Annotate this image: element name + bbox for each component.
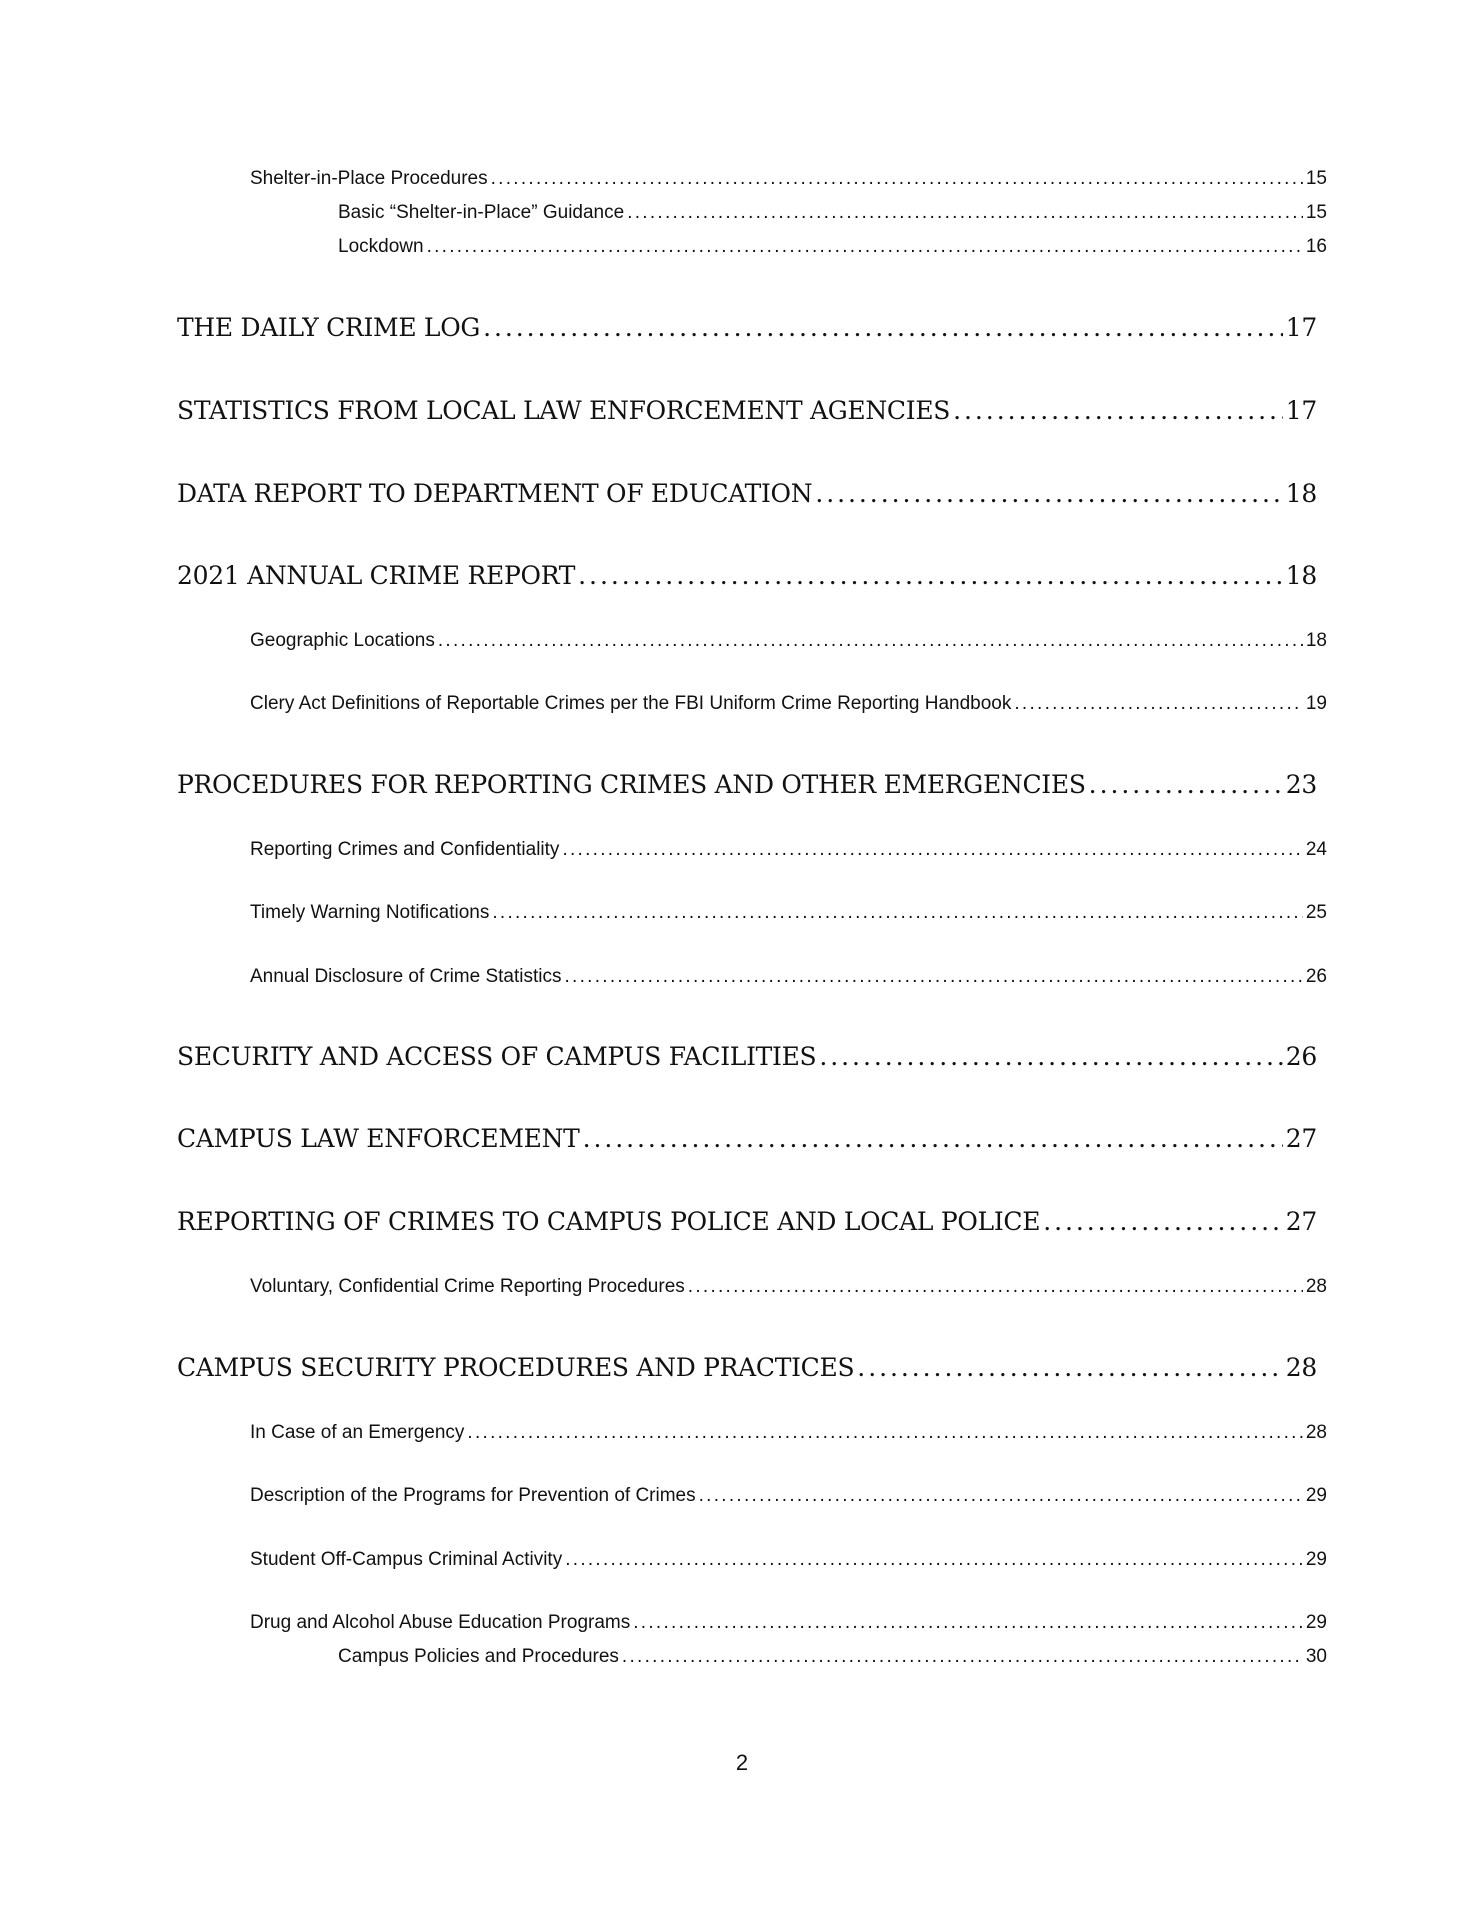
toc-entry-page: 18 — [1285, 561, 1317, 590]
toc-entry-title: SECURITY AND ACCESS OF CAMPUS FACILITIES — [177, 1042, 817, 1071]
toc-entry-title: REPORTING OF CRIMES TO CAMPUS POLICE AND LOCAL POLICE — [177, 1207, 1041, 1236]
dot-leader — [1089, 770, 1283, 799]
toc-entry-title: Basic “Shelter-in-Place” Guidance — [338, 202, 625, 223]
toc-entry-page: 26 — [1285, 1042, 1317, 1071]
toc-entry-procedures-reporting-crimes[interactable] — [177, 770, 1317, 799]
toc-entry-title: Voluntary, Confidential Crime Reporting Procedures — [250, 1276, 685, 1297]
toc-entry-title: Lockdown — [338, 236, 424, 257]
toc-entry-daily-crime-log[interactable] — [177, 313, 1317, 342]
dot-leader — [438, 630, 1303, 652]
toc-entry-clery-act-definitions[interactable] — [250, 693, 1327, 715]
toc-entry-title: Timely Warning Notifications — [250, 902, 490, 923]
toc-entry-page: 19 — [1305, 693, 1327, 714]
toc-entry-title: Annual Disclosure of Crime Statistics — [250, 966, 562, 987]
toc-entry-page: 27 — [1285, 1124, 1317, 1153]
dot-leader — [688, 1276, 1303, 1298]
dot-leader — [483, 313, 1283, 342]
toc-entry-reporting-crimes-confidentiality[interactable] — [250, 839, 1327, 861]
dot-leader — [699, 1485, 1303, 1507]
toc-entry-statistics-local-law-enforcement[interactable] — [177, 396, 1317, 425]
toc-entry-lockdown[interactable] — [338, 236, 1327, 258]
toc-entry-page: 18 — [1285, 479, 1317, 508]
dot-leader — [815, 479, 1282, 508]
dot-leader — [565, 1549, 1303, 1571]
toc-entry-page: 17 — [1285, 396, 1317, 425]
dot-leader — [627, 202, 1303, 224]
toc-entry-page: 17 — [1285, 313, 1317, 342]
toc-entry-page: 27 — [1285, 1207, 1317, 1236]
toc-entry-programs-prevention-crimes[interactable] — [250, 1485, 1327, 1507]
toc-entry-reporting-crimes-campus-local-police[interactable] — [177, 1207, 1317, 1236]
toc-entry-title: Student Off-Campus Criminal Activity — [250, 1549, 563, 1570]
toc-entry-page: 24 — [1305, 839, 1327, 860]
dot-leader — [578, 561, 1283, 590]
dot-leader — [427, 236, 1303, 258]
dot-leader — [622, 1646, 1303, 1668]
toc-entry-page: 29 — [1305, 1612, 1327, 1633]
toc-entry-page: 15 — [1305, 202, 1327, 223]
toc-entry-page: 25 — [1305, 902, 1327, 923]
toc-entry-title: Shelter-in-Place Procedures — [250, 168, 488, 189]
toc-entry-campus-security-procedures-practices[interactable] — [177, 1353, 1317, 1382]
toc-entry-title: CAMPUS LAW ENFORCEMENT — [177, 1124, 580, 1153]
toc-entry-title: CAMPUS SECURITY PROCEDURES AND PRACTICES — [177, 1353, 855, 1382]
toc-entry-title: Campus Policies and Procedures — [338, 1646, 619, 1667]
toc-entry-shelter-in-place-procedures[interactable] — [250, 168, 1327, 190]
toc-entry-page: 26 — [1305, 966, 1327, 987]
toc-entry-title: DATA REPORT TO DEPARTMENT OF EDUCATION — [177, 479, 813, 508]
dot-leader — [562, 839, 1302, 861]
toc-entry-annual-disclosure-crime-statistics[interactable] — [250, 966, 1327, 988]
toc-entry-security-access-campus-facilities[interactable] — [177, 1042, 1317, 1071]
toc-entry-page: 15 — [1305, 168, 1327, 189]
toc-entry-drug-alcohol-abuse-programs[interactable] — [250, 1612, 1327, 1634]
toc-entry-page: 28 — [1305, 1422, 1327, 1443]
dot-leader — [565, 966, 1303, 988]
toc-entry-title: Geographic Locations — [250, 630, 435, 651]
dot-leader — [491, 168, 1303, 190]
dot-leader — [583, 1124, 1283, 1153]
toc-entry-title: Description of the Programs for Prevention of Crimes — [250, 1485, 696, 1506]
dot-leader — [857, 1353, 1282, 1382]
toc-entry-geographic-locations[interactable] — [250, 630, 1327, 652]
dot-leader — [1043, 1207, 1283, 1236]
toc-entry-in-case-of-emergency[interactable] — [250, 1422, 1327, 1444]
page-number: 2 — [735, 1750, 749, 1775]
toc-entry-page: 28 — [1285, 1353, 1317, 1382]
toc-entry-title: Reporting Crimes and Confidentiality — [250, 839, 560, 860]
toc-entry-timely-warning-notifications[interactable] — [250, 902, 1327, 924]
dot-leader — [492, 902, 1303, 924]
toc-entry-title: STATISTICS FROM LOCAL LAW ENFORCEMENT AGENCIES — [177, 396, 951, 425]
toc-entry-page: 30 — [1305, 1646, 1327, 1667]
toc-entry-2021-annual-crime-report[interactable] — [177, 561, 1317, 590]
toc-entry-title: In Case of an Emergency — [250, 1422, 465, 1443]
toc-entry-data-report-department-of-education[interactable] — [177, 479, 1317, 508]
toc-entry-title: PROCEDURES FOR REPORTING CRIMES AND OTHER EMERGENCIES — [177, 770, 1086, 799]
toc-entry-page: 16 — [1305, 236, 1327, 257]
toc-entry-page: 29 — [1305, 1549, 1327, 1570]
dot-leader — [819, 1042, 1282, 1071]
dot-leader — [633, 1612, 1303, 1634]
toc-entry-basic-shelter-in-place-guidance[interactable] — [338, 202, 1327, 224]
toc-entry-voluntary-confidential-reporting[interactable] — [250, 1276, 1327, 1298]
dot-leader — [953, 396, 1283, 425]
toc-entry-student-off-campus-criminal-activity[interactable] — [250, 1549, 1327, 1571]
toc-entry-title: THE DAILY CRIME LOG — [177, 313, 481, 342]
dot-leader — [1014, 693, 1302, 715]
toc-entry-title: Clery Act Definitions of Reportable Crimes per the FBI Uniform Crime Reporting Handbook — [250, 693, 1012, 714]
toc-entry-page: 29 — [1305, 1485, 1327, 1506]
toc-entry-title: Drug and Alcohol Abuse Education Programs — [250, 1612, 631, 1633]
toc-entry-campus-law-enforcement[interactable] — [177, 1124, 1317, 1153]
dot-leader — [467, 1422, 1302, 1444]
toc-entry-campus-policies-procedures[interactable] — [338, 1646, 1327, 1668]
toc-entry-page: 28 — [1305, 1276, 1327, 1297]
toc-entry-page: 23 — [1285, 770, 1317, 799]
toc-entry-title: 2021 ANNUAL CRIME REPORT — [177, 561, 576, 590]
toc-entry-page: 18 — [1305, 630, 1327, 651]
